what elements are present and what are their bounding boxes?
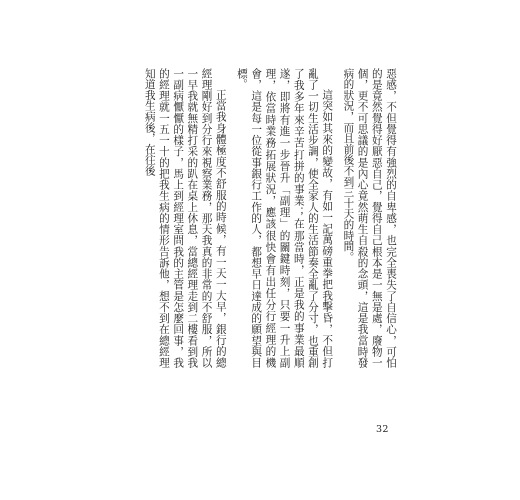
body-text — [136, 68, 398, 368]
paragraph-2: 這突如其來的變故，有如一記萬磅重拳把我擊昏，不但打亂了一切生活步調，使全家人的生活節奏全亂了分寸，也重創了我多年來辛苦打拼的事業；在那當時，正是我的事業最順遂，即將有進一步晉升「副理」的關鍵時刻，只要一升上副理，依當時業務拓展狀況，應該很快會有出任分行經理的機會，這是每一位從事銀行工作的人，都想早日達成的願望與目標。 — [235, 68, 334, 368]
page-number: 32 — [376, 424, 389, 435]
paragraph-1: 惡感，不但覺得有強烈的自卑感，也完全喪失了自信心，可怕的是竟然覺得好厭惡自己，覺得自己根本是一無是處，廢物一個，更不可思議的是內心竟然萌生自殺的念頭，這是我當時發病的狀況，而且前後不到三十天的時間。 — [342, 68, 397, 368]
paragraph-3: 正當我身體極度不舒服的時候，有一天一大早，銀行的總經理剛好到分行來視察業務，那天我真的非常的不舒服，所以一早我就無精打采的趴在桌上休息，當總經理走到二樓看到我一副病懨懨的樣子，馬上到經理室問我的主管是怎麼回事，我的經理就一五一十的把我生病的情形告訴他，想不到在總經理知道我生病後，在往後 — [143, 68, 227, 368]
